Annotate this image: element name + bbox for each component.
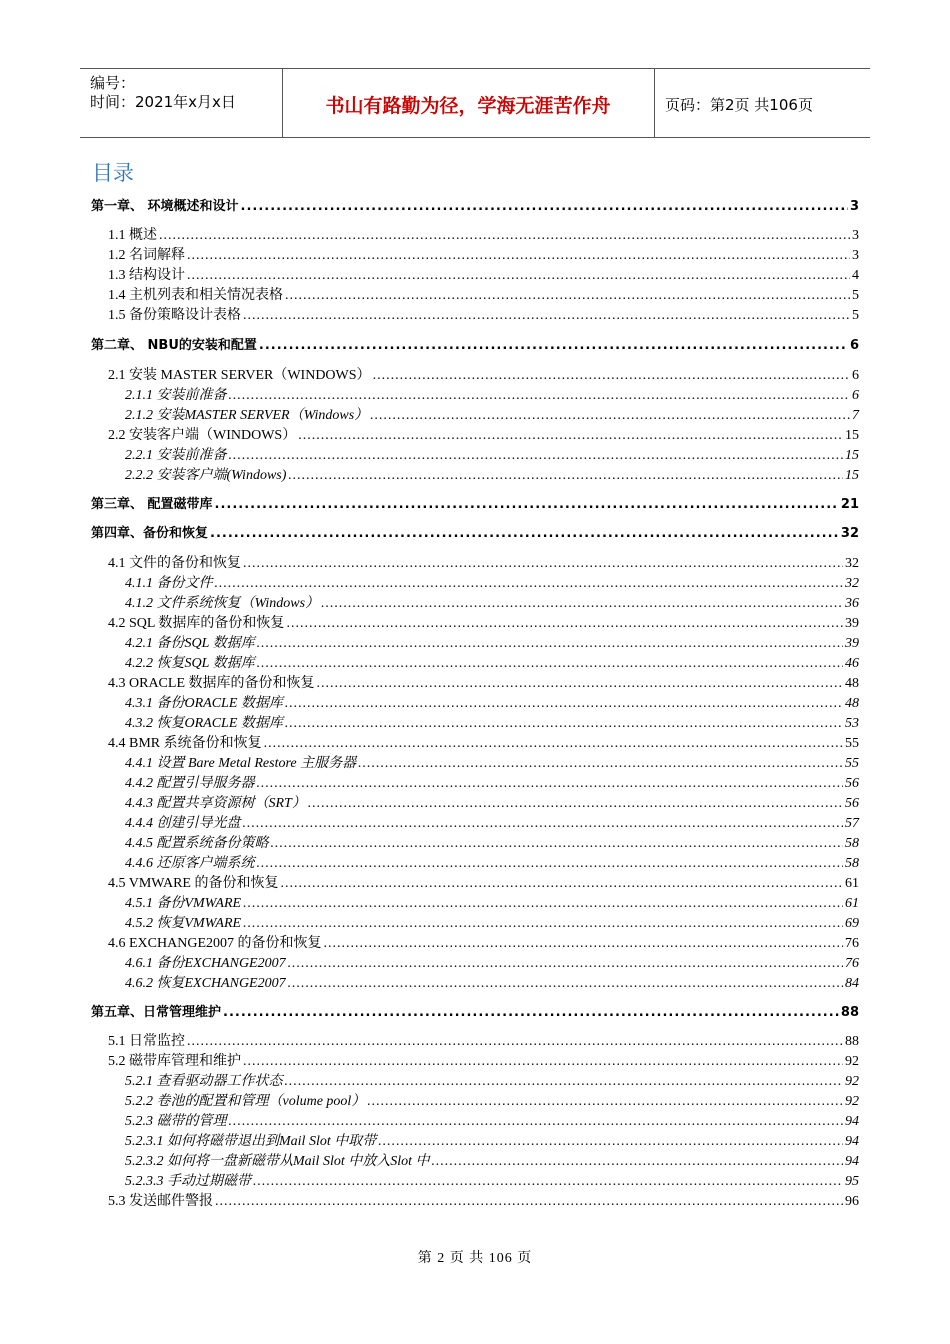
toc-dot-leader	[253, 1173, 843, 1191]
toc-entry-title: 4.1.2 文件系统恢复（Windows）	[125, 596, 320, 611]
toc-entry-title: 2.2.2 安装客户端(Windows)	[125, 468, 287, 483]
toc-dot-leader	[243, 555, 843, 573]
toc-page-number: 21	[840, 497, 859, 512]
toc-dot-leader	[324, 935, 844, 953]
toc-entry-title: 4.6 EXCHANGE2007 的备份和恢复	[108, 936, 322, 951]
toc-dot-leader	[187, 247, 850, 265]
toc-page-number: 88	[845, 1034, 859, 1049]
toc-page-number: 94	[845, 1134, 859, 1149]
toc-entry-title: 4.6.1 备份EXCHANGE2007	[125, 956, 286, 971]
toc-entry-title: 1.5 备份策略设计表格	[108, 308, 241, 323]
toc-page-number: 15	[845, 428, 859, 443]
toc-page-number: 3	[852, 228, 859, 243]
toc-entry[interactable]	[125, 1073, 859, 1091]
toc-entry[interactable]	[108, 1053, 859, 1071]
toc-heading: 目录	[92, 161, 134, 185]
toc-entry[interactable]	[125, 467, 859, 485]
toc-entry[interactable]	[125, 835, 859, 853]
toc-entry[interactable]	[125, 915, 859, 933]
toc-page-number: 94	[845, 1154, 859, 1169]
toc-entry[interactable]	[125, 595, 859, 613]
toc-entry[interactable]	[125, 1153, 859, 1171]
toc-entry-title: 5.2 磁带库管理和维护	[108, 1054, 241, 1069]
toc-dot-leader	[229, 387, 851, 405]
toc-dot-leader	[215, 575, 844, 593]
toc-entry[interactable]	[108, 935, 859, 953]
toc-dot-leader	[257, 655, 843, 673]
toc-dot-leader	[285, 695, 843, 713]
toc-page-number: 92	[845, 1054, 859, 1069]
toc-entry[interactable]	[125, 407, 859, 425]
toc-entry[interactable]	[108, 227, 859, 245]
toc-entry-title: 第一章、 环境概述和设计	[91, 199, 239, 214]
toc-page-number: 96	[845, 1194, 859, 1209]
toc-entry[interactable]	[125, 635, 859, 653]
toc-dot-leader	[243, 915, 843, 933]
toc-entry[interactable]	[125, 1173, 859, 1191]
toc-entry[interactable]	[125, 755, 859, 773]
toc-page-number: 48	[845, 696, 859, 711]
header-page-info: 页码：第2页 共106页	[665, 96, 813, 114]
toc-entry[interactable]	[125, 975, 859, 993]
toc-entry[interactable]	[108, 615, 859, 633]
toc-dot-leader	[321, 595, 843, 613]
toc-page-number: 53	[845, 716, 859, 731]
toc-entry-title: 第五章、日常管理维护	[91, 1005, 222, 1020]
toc-entry-title: 4.5 VMWARE 的备份和恢复	[108, 876, 279, 891]
toc-entry[interactable]	[125, 715, 859, 733]
toc-entry-title: 4.4.4 创建引导光盘	[125, 816, 241, 831]
toc-dot-leader	[285, 715, 843, 733]
toc-page-number: 6	[852, 388, 859, 403]
toc-page-number: 39	[845, 636, 859, 651]
toc-dot-leader	[288, 467, 843, 485]
toc-dot-leader	[285, 1073, 844, 1091]
toc-entry-title: 5.2.3.2 如何将一盘新磁带从Mail Slot 中放入Slot 中	[125, 1154, 430, 1169]
toc-entry-title: 5.2.3 磁带的管理	[125, 1114, 227, 1129]
toc-dot-leader	[259, 337, 848, 355]
toc-dot-leader	[298, 427, 843, 445]
toc-entry-title: 第三章、 配置磁带库	[91, 497, 213, 512]
toc-page-number: 15	[845, 448, 859, 463]
toc-entry[interactable]	[108, 307, 859, 325]
toc-entry-title: 5.3 发送邮件警报	[108, 1194, 213, 1209]
toc-entry[interactable]	[108, 427, 859, 445]
toc-dot-leader	[257, 775, 844, 793]
toc-page-number: 5	[852, 308, 859, 323]
toc-entry[interactable]	[108, 267, 859, 285]
toc-entry-title: 1.2 名词解释	[108, 248, 185, 263]
toc-dot-leader	[215, 496, 839, 514]
toc-entry-title: 4.1 文件的备份和恢复	[108, 556, 241, 571]
toc-entry[interactable]	[125, 895, 859, 913]
toc-dot-leader	[288, 955, 843, 973]
toc-entry[interactable]	[125, 815, 859, 833]
toc-page-number: 92	[845, 1094, 859, 1109]
toc-page-number: 15	[845, 468, 859, 483]
toc-dot-leader	[308, 795, 843, 813]
toc-chapter-entry[interactable]	[91, 1004, 859, 1022]
header-middle-cell	[282, 69, 655, 137]
toc-page-number: 4	[852, 268, 859, 283]
toc-page-number: 84	[845, 976, 859, 991]
toc-page-number: 36	[845, 596, 859, 611]
toc-entry-title: 4.3.1 备份ORACLE 数据库	[125, 696, 283, 711]
toc-dot-leader	[271, 835, 844, 853]
toc-page-number: 46	[845, 656, 859, 671]
toc-page-number: 32	[845, 576, 859, 591]
toc-page-number: 6	[849, 338, 859, 353]
toc-dot-leader	[223, 1004, 839, 1022]
toc-dot-leader	[370, 407, 850, 425]
toc-entry[interactable]	[125, 855, 859, 873]
toc-entry-title: 4.4 BMR 系统备份和恢复	[108, 736, 262, 751]
toc-entry[interactable]	[108, 367, 859, 385]
toc-entry[interactable]	[125, 1113, 859, 1131]
toc-page-number: 55	[845, 736, 859, 751]
toc-dot-leader	[215, 1193, 843, 1211]
toc-dot-leader	[229, 1113, 844, 1131]
toc-page-number: 3	[852, 248, 859, 263]
toc-dot-leader	[286, 615, 843, 633]
toc-entry[interactable]	[125, 1133, 859, 1151]
toc-entry[interactable]	[125, 387, 859, 405]
toc-page-number: 92	[845, 1074, 859, 1089]
toc-entry-title: 4.4.3 配置共享资源树（SRT）	[125, 796, 306, 811]
toc-dot-leader	[243, 895, 843, 913]
toc-page-number: 76	[845, 936, 859, 951]
toc-entry-title: 4.4.2 配置引导服务器	[125, 776, 255, 791]
toc-entry[interactable]	[125, 1093, 859, 1111]
page-header	[80, 68, 870, 138]
toc-entry-title: 4.2.1 备份SQL 数据库	[125, 636, 255, 651]
toc-dot-leader	[317, 675, 844, 693]
toc-dot-leader	[243, 815, 844, 833]
toc-entry[interactable]	[108, 735, 859, 753]
toc-page-number: 55	[845, 756, 859, 771]
toc-entry-title: 2.2.1 安装前准备	[125, 448, 227, 463]
toc-entry[interactable]	[125, 795, 859, 813]
toc-entry-title: 4.1.1 备份文件	[125, 576, 213, 591]
toc-page-number: 58	[845, 836, 859, 851]
toc-entry-title: 1.4 主机列表和相关情况表格	[108, 288, 283, 303]
toc-entry-title: 2.1.1 安装前准备	[125, 388, 227, 403]
toc-entry-title: 4.5.2 恢复VMWARE	[125, 916, 242, 931]
toc-page-number: 56	[845, 776, 859, 791]
toc-page-number: 76	[845, 956, 859, 971]
toc-dot-leader	[378, 1133, 843, 1151]
toc-entry[interactable]	[108, 1033, 859, 1051]
toc-page-number: 57	[845, 816, 859, 831]
toc-page-number: 58	[845, 856, 859, 871]
toc-entry[interactable]	[108, 675, 859, 693]
toc-page-number: 7	[852, 408, 859, 423]
header-left-cell	[80, 69, 283, 137]
toc-entry-title: 5.2.3.3 手动过期磁带	[125, 1174, 251, 1189]
toc-entry-title: 1.3 结构设计	[108, 268, 185, 283]
toc-dot-leader	[159, 227, 850, 245]
toc-chapter-entry[interactable]	[91, 525, 859, 543]
toc-entry[interactable]	[125, 447, 859, 465]
toc-entry[interactable]	[125, 775, 859, 793]
toc-dot-leader	[187, 267, 850, 285]
toc-page-number: 48	[845, 676, 859, 691]
toc-page-number: 32	[840, 526, 859, 541]
toc-page-number: 88	[840, 1005, 859, 1020]
toc-dot-leader	[367, 1093, 843, 1111]
toc-entry-title: 5.1 日常监控	[108, 1034, 185, 1049]
toc-dot-leader	[257, 635, 843, 653]
toc-dot-leader	[243, 1053, 843, 1071]
toc-page-number: 32	[845, 556, 859, 571]
toc-entry[interactable]	[108, 1193, 859, 1211]
header-right-cell	[655, 69, 870, 137]
toc-dot-leader	[285, 287, 850, 305]
toc-entry-title: 4.2.2 恢复SQL 数据库	[125, 656, 255, 671]
toc-dot-leader	[257, 855, 844, 873]
toc-chapter-entry[interactable]	[91, 198, 859, 216]
toc-entry-title: 第二章、 NBU的安装和配置	[91, 338, 257, 353]
document-number-label: 编号：	[90, 74, 136, 92]
toc-entry-title: 5.2.3.1 如何将磁带退出到Mail Slot 中取带	[125, 1134, 377, 1149]
toc-entry[interactable]	[108, 287, 859, 305]
toc-entry[interactable]	[108, 875, 859, 893]
toc-page-number: 95	[845, 1174, 859, 1189]
toc-entry[interactable]	[125, 955, 859, 973]
toc-chapter-entry[interactable]	[91, 337, 859, 355]
toc-entry-title: 2.2 安装客户端（WINDOWS）	[108, 428, 297, 443]
toc-entry-title: 4.3 ORACLE 数据库的备份和恢复	[108, 676, 315, 691]
toc-dot-leader	[373, 367, 850, 385]
toc-dot-leader	[187, 1033, 843, 1051]
toc-entry-title: 4.3.2 恢复ORACLE 数据库	[125, 716, 283, 731]
toc-dot-leader	[288, 975, 843, 993]
toc-page-number: 69	[845, 916, 859, 931]
toc-page-number: 3	[849, 199, 859, 214]
document-date-label: 时间：2021年x月x日	[90, 93, 236, 111]
toc-page-number: 56	[845, 796, 859, 811]
toc-page-number: 61	[845, 876, 859, 891]
toc-entry-title: 4.6.2 恢复EXCHANGE2007	[125, 976, 286, 991]
toc-entry-title: 4.4.1 设置 Bare Metal Restore 主服务器	[125, 756, 357, 771]
toc-entry-title: 4.2 SQL 数据库的备份和恢复	[108, 616, 285, 631]
toc-entry-title: 4.5.1 备份VMWARE	[125, 896, 242, 911]
toc-entry-title: 2.1.2 安装MASTER SERVER（Windows）	[125, 408, 369, 423]
toc-dot-leader	[210, 525, 839, 543]
toc-entry[interactable]	[125, 695, 859, 713]
toc-page-number: 39	[845, 616, 859, 631]
toc-dot-leader	[243, 307, 850, 325]
toc-entry-title: 1.1 概述	[108, 228, 157, 243]
toc-dot-leader	[358, 755, 843, 773]
toc-dot-leader	[432, 1153, 844, 1171]
toc-entry[interactable]	[125, 655, 859, 673]
toc-page-number: 94	[845, 1114, 859, 1129]
toc-entry[interactable]	[108, 247, 859, 265]
toc-dot-leader	[280, 875, 843, 893]
toc-entry[interactable]	[108, 555, 859, 573]
toc-page-number: 61	[845, 896, 859, 911]
toc-entry-title: 2.1 安装 MASTER SERVER（WINDOWS）	[108, 368, 371, 383]
toc-entry-title: 5.2.1 查看驱动器工作状态	[125, 1074, 283, 1089]
toc-entry[interactable]	[125, 575, 859, 593]
toc-dot-leader	[229, 447, 844, 465]
toc-entry-title: 4.4.5 配置系统备份策略	[125, 836, 269, 851]
toc-chapter-entry[interactable]	[91, 496, 859, 514]
toc-entry-title: 5.2.2 卷池的配置和管理（volume pool）	[125, 1094, 366, 1109]
toc-dot-leader	[264, 735, 843, 753]
toc-page-number: 6	[852, 368, 859, 383]
toc-page-number: 5	[852, 288, 859, 303]
header-motto: 书山有路勤为径，学海无涯苦作舟	[325, 95, 611, 117]
toc-dot-leader	[241, 198, 848, 216]
toc-entry-title: 4.4.6 还原客户端系统	[125, 856, 255, 871]
toc-entry-title: 第四章、备份和恢复	[91, 526, 209, 541]
page-footer: 第 2 页 共 106 页	[417, 1251, 533, 1266]
